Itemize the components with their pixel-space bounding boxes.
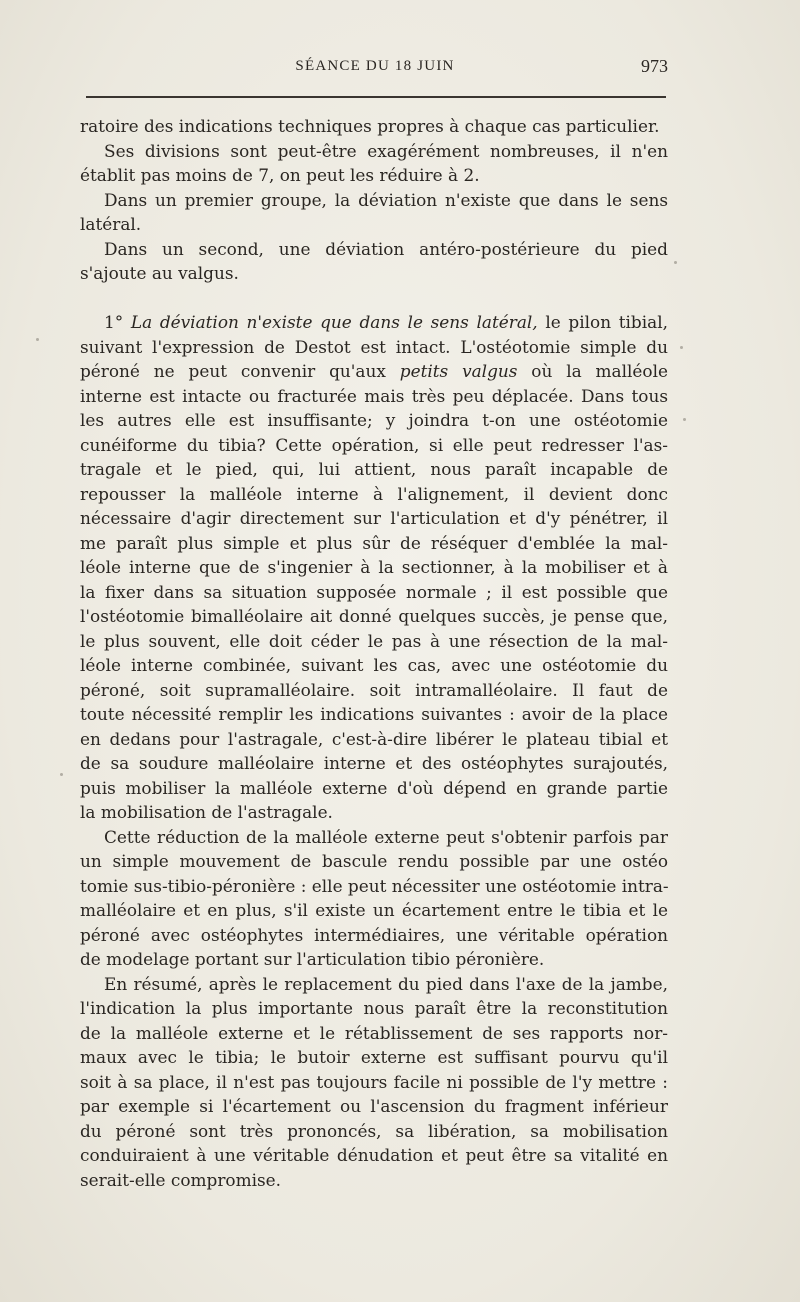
text-run: le plus souvent, elle doit céder le pas à une résection de la mal-	[80, 630, 668, 651]
text-run: soit à sa place, il n'est pas toujours facile ni possible de l'y mettre :	[80, 1071, 668, 1092]
text-run: du péroné sont très prononcés, sa libération, sa mobilisation	[80, 1120, 668, 1141]
text-line	[80, 188, 668, 213]
paper-speck	[60, 773, 63, 776]
text-run: le pilon tibial,	[537, 312, 668, 332]
text-run: la fixer dans sa situation supposée normale ; il est possible que	[80, 581, 668, 602]
text-line	[80, 1094, 668, 1119]
list-marker: 1°	[104, 312, 131, 332]
text-line	[80, 163, 668, 188]
text-line	[80, 433, 668, 458]
text-run: en dedans pour l'astragale, c'est-à-dire libérer le plateau tibial et	[80, 728, 668, 749]
text-run: par exemple si l'écartement ou l'ascension du fragment inférieur	[80, 1096, 668, 1116]
text-line	[80, 849, 668, 874]
text-run: péroné avec ostéophytes intermédiaires, une véritable opération	[80, 924, 668, 945]
text-line	[80, 335, 668, 360]
text-run: ratoire des indications techniques propres à chaque cas particulier.	[80, 116, 660, 136]
italic-run: petits valgus	[399, 361, 518, 381]
text-run: léole interne que de s'ingenier à la sectionner, à la mobiliser et à	[80, 557, 668, 577]
text-line	[80, 482, 668, 507]
text-line	[80, 874, 668, 899]
text-run: Dans un second, une déviation antéro-postérieure du pied	[104, 238, 668, 259]
text-run: l'ostéotomie bimalléolaire ait donné quelques succès, je pense que,	[80, 606, 668, 626]
text-line	[80, 555, 668, 580]
body-text	[80, 114, 668, 1192]
paragraph-gap	[80, 286, 668, 311]
text-line	[80, 1168, 668, 1193]
text-line	[80, 261, 668, 286]
text-line	[80, 776, 668, 801]
text-run: établit pas moins de 7, on peut les réduire à 2.	[80, 165, 480, 185]
paragraph	[80, 310, 668, 825]
text-line	[80, 923, 668, 948]
text-run: péroné ne peut convenir qu'aux	[80, 361, 400, 381]
paper-speck	[674, 261, 677, 264]
text-line	[80, 580, 668, 605]
text-run: où la malléole	[517, 361, 668, 381]
text-line	[80, 604, 668, 629]
text-run: malléolaire et en plus, s'il existe un écartement entre le tibia et le	[80, 900, 668, 920]
text-run: Cette réduction de la malléole externe peut s'obtenir parfois par	[104, 826, 668, 847]
text-run: latéral.	[80, 214, 142, 234]
text-line	[80, 408, 668, 433]
text-line	[80, 825, 668, 850]
text-line	[80, 653, 668, 678]
text-line	[80, 531, 668, 556]
text-line	[80, 996, 668, 1021]
text-line	[80, 1143, 668, 1168]
text-run: En résumé, après le replacement du pied dans l'axe de la jambe,	[104, 973, 668, 994]
paper-speck	[680, 346, 683, 349]
italic-heading: La déviation n'existe que dans le sens latéral,	[130, 312, 538, 332]
text-run: cunéiforme du tibia? Cette opération, si elle peut redresser l'as-	[80, 434, 668, 455]
text-run: de la malléole externe et le rétablissement de ses rapports nor-	[80, 1022, 668, 1043]
text-line	[80, 702, 668, 727]
text-run: toute nécessité remplir les indications suivantes : avoir de la place	[80, 704, 668, 724]
text-run: nécessaire d'agir directement sur l'articulation et d'y pénétrer, il	[80, 508, 668, 528]
text-line	[80, 947, 668, 972]
paper-speck	[683, 418, 686, 421]
text-line	[80, 139, 668, 164]
text-run: conduiraient à une véritable dénudation et peut être sa vitalité en	[80, 1145, 668, 1165]
paragraph	[80, 825, 668, 972]
text-run: tragale et le pied, qui, lui attient, nous paraît incapable de	[80, 459, 668, 479]
paper-speck	[36, 338, 39, 341]
text-run: puis mobiliser la malléole externe d'où dépend en grande partie	[80, 777, 668, 798]
text-line	[80, 384, 668, 409]
text-run: un simple mouvement de bascule rendu possible par une ostéo	[80, 851, 668, 871]
text-line	[80, 359, 668, 384]
text-run: l'indication la plus importante nous paraît être la reconstitution	[80, 998, 668, 1018]
text-line	[80, 1119, 668, 1144]
paragraph	[80, 972, 668, 1193]
text-line	[80, 898, 668, 923]
text-line	[80, 457, 668, 482]
text-run: de sa soudure malléolaire interne et des ostéophytes surajoutés,	[80, 753, 668, 773]
text-run: tomie sus-tibio-péronière : elle peut nécessiter une ostéotomie intra-	[80, 875, 669, 896]
text-run: Dans un premier groupe, la déviation n'existe que dans le sens	[104, 189, 668, 210]
text-line	[80, 678, 668, 703]
header-rule	[86, 96, 666, 98]
text-run: Ses divisions sont peut-être exagérément nombreuses, il n'en	[104, 140, 668, 161]
text-line	[80, 237, 668, 262]
text-run: maux avec le tibia; le butoir externe est suffisant pourvu qu'il	[80, 1047, 668, 1067]
text-run: me paraît plus simple et plus sûr de réséquer d'emblée la mal-	[80, 532, 668, 553]
text-line	[80, 1045, 668, 1070]
text-line	[80, 114, 668, 139]
text-line	[80, 212, 668, 237]
text-line	[80, 1021, 668, 1046]
text-run: de modelage portant sur l'articulation tibio péronière.	[80, 949, 545, 969]
text-line	[80, 310, 668, 335]
text-line	[80, 1070, 668, 1095]
text-run: léole interne combinée, suivant les cas, avec une ostéotomie du	[80, 655, 668, 675]
text-run: suivant l'expression de Destot est intact. L'ostéotomie simple du	[80, 336, 668, 357]
text-line	[80, 972, 668, 997]
text-run: péroné, soit supramalléolaire. soit intramalléolaire. Il faut de	[80, 679, 668, 700]
paragraph	[80, 139, 668, 188]
text-run: repousser la malléole interne à l'alignement, il devient donc	[80, 483, 668, 504]
text-line	[80, 727, 668, 752]
text-run: les autres elle est insuffisante; y joindra t-on une ostéotomie	[80, 410, 668, 430]
text-run: la mobilisation de l'astragale.	[80, 802, 333, 822]
text-line	[80, 506, 668, 531]
running-head	[82, 58, 668, 86]
paragraph	[80, 188, 668, 237]
running-title: SÉANCE DU 18 JUIN	[295, 58, 455, 74]
text-run: interne est intacte ou fracturée mais très peu déplacée. Dans tous	[80, 385, 668, 406]
paragraph	[80, 114, 668, 139]
text-run: serait-elle compromise.	[80, 1169, 282, 1190]
text-line	[80, 629, 668, 654]
text-line	[80, 751, 668, 776]
text-run: s'ajoute au valgus.	[80, 263, 239, 283]
page-number: 973	[641, 56, 668, 76]
text-line	[80, 800, 668, 825]
paragraph	[80, 237, 668, 286]
